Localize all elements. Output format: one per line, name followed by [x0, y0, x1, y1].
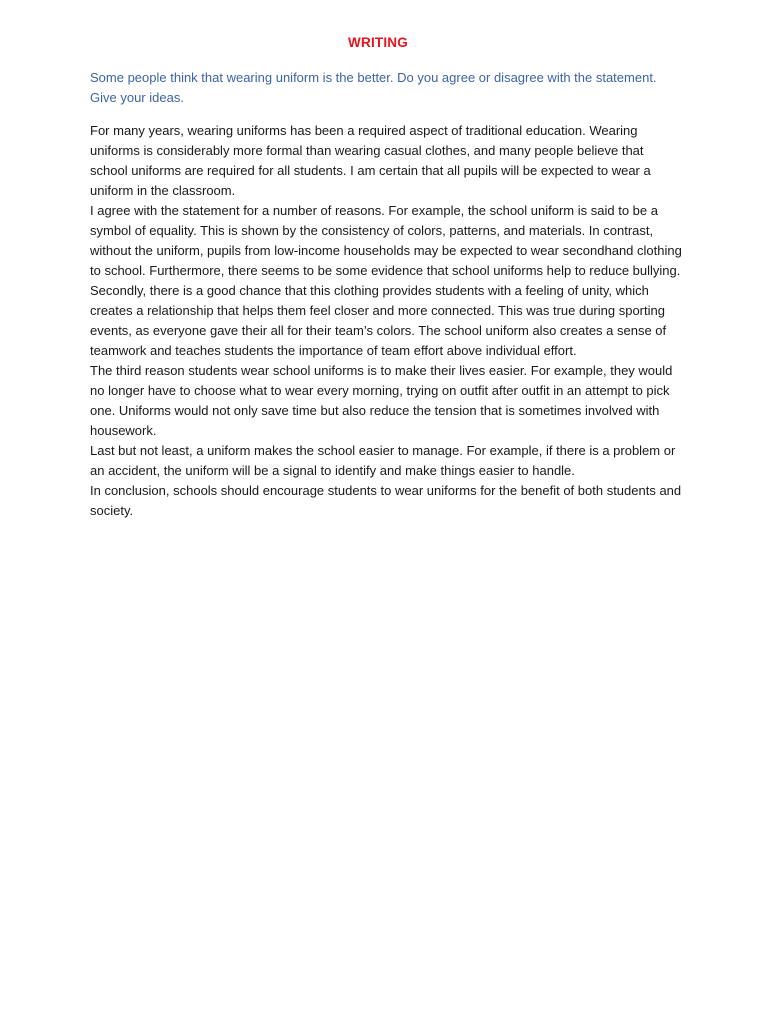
essay-prompt: Some people think that wearing uniform is the better. Do you agree or disagree with the statement. Give your ideas.	[90, 70, 657, 105]
essay-body	[90, 121, 682, 521]
paragraph-first-reason: I agree with the statement for a number of reasons. For example, the school uniform is said to be a symbol of equality. This is shown by the consistency of colors, patterns, and materials. In contrast, without the uniform, pupils from low-income households may be expected to wear secondhand clothing to school. Furthermore, there seems to be some evidence that school uniforms help to reduce bullying.	[90, 203, 682, 278]
paragraph-introduction: For many years, wearing uniforms has been a required aspect of traditional education. Wearing uniforms is considerably more formal than wearing casual clothes, and many people believe that school uniforms are required for all students. I am certain that all pupils will be expected to wear a uniform in the classroom.	[90, 123, 651, 198]
paragraph-third-reason: The third reason students wear school uniforms is to make their lives easier. For example, they would no longer have to choose what to wear every morning, trying on outfit after outfit in an attempt to pick one. Uniforms would not only save time but also reduce the tension that is sometimes involved with housework.	[90, 363, 673, 438]
paragraph-conclusion: In conclusion, schools should encourage students to wear uniforms for the benefit of both students and society.	[90, 483, 682, 518]
paragraph-last-reason: Last but not least, a uniform makes the school easier to manage. For example, if there is a problem or an accident, the uniform will be a signal to identify and make things easier to handle.	[90, 443, 676, 478]
document-title: WRITING	[348, 35, 408, 50]
paragraph-second-reason: Secondly, there is a good chance that this clothing provides students with a feeling of unity, which creates a relationship that helps them feel closer and more connected. This was true during sporting events, as everyone gave their all for their team’s colors. The school uniform also creates a sense of teamwork and teaches students the importance of team effort above individual effort.	[90, 283, 667, 358]
